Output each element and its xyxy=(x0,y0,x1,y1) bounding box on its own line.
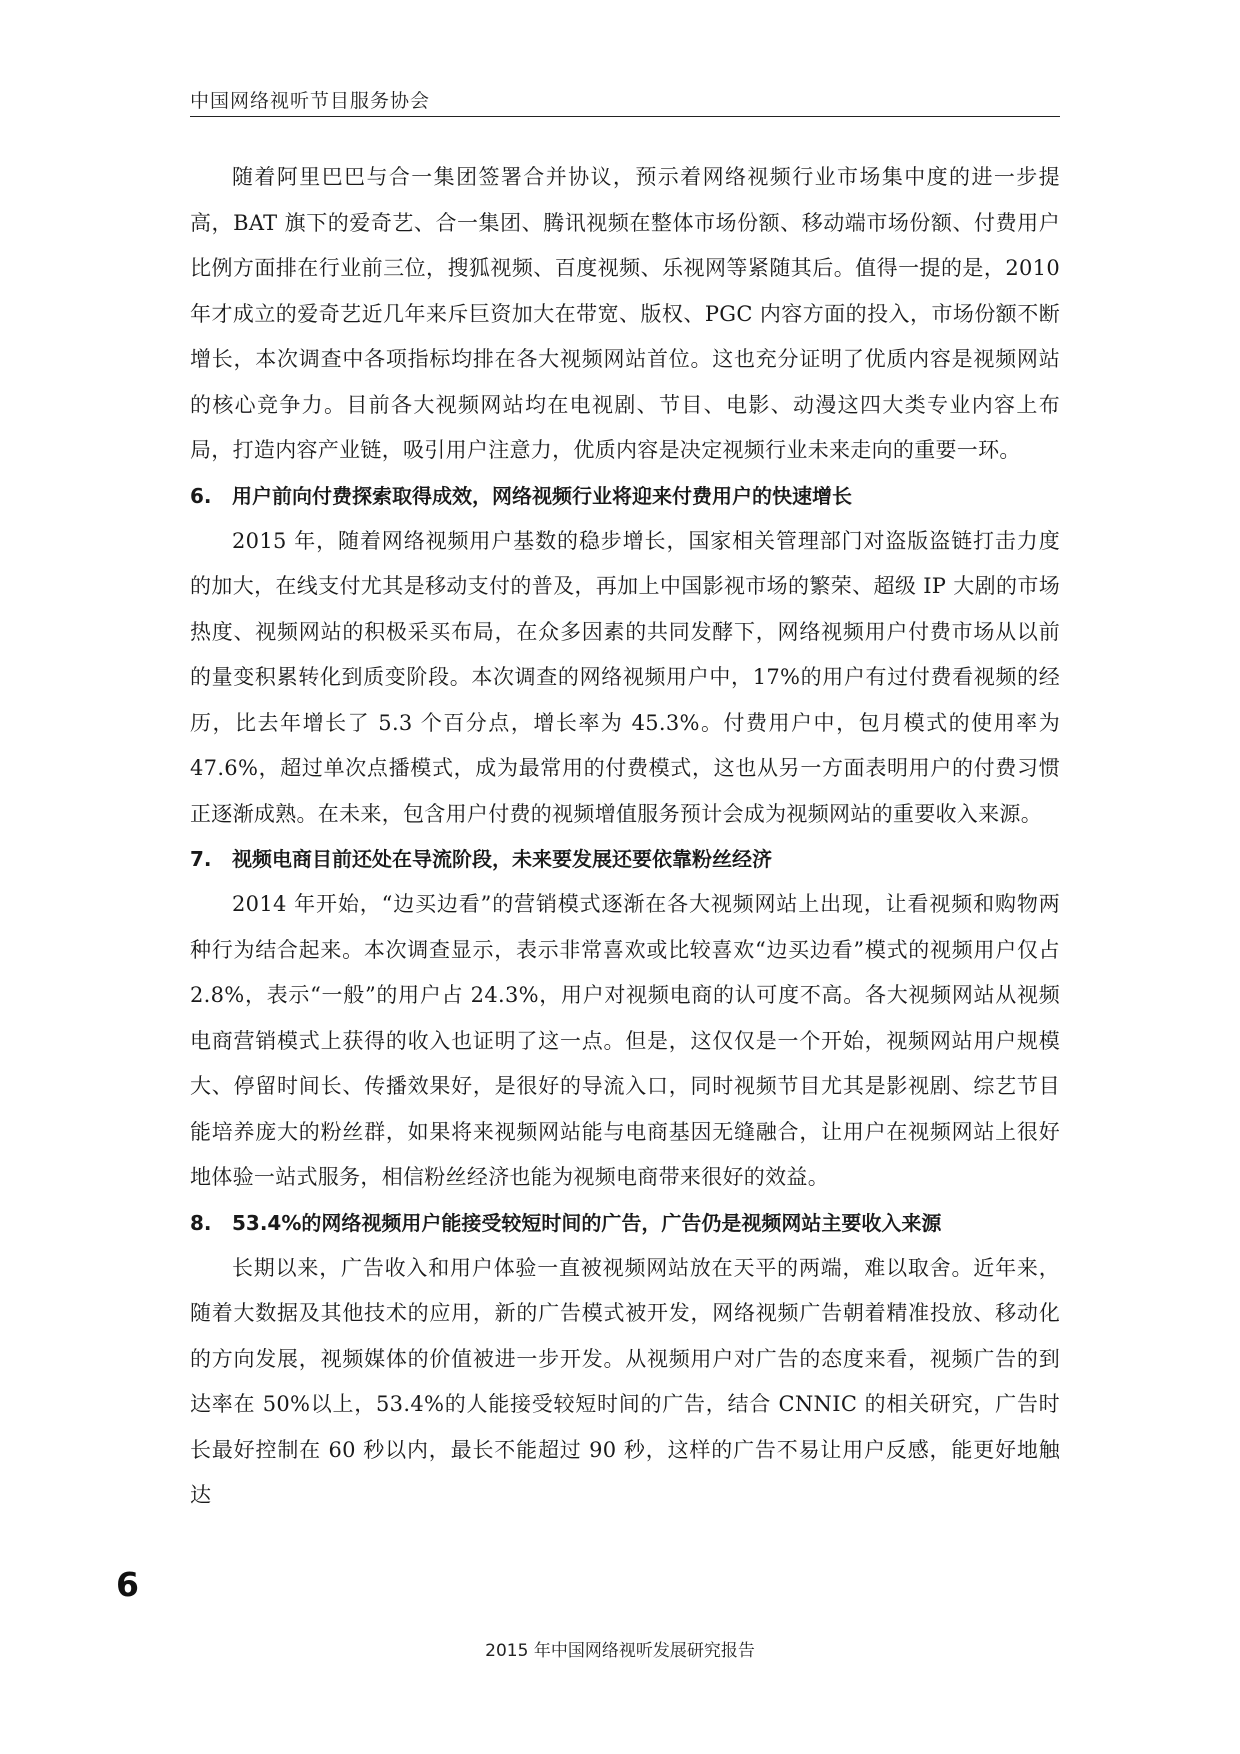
main-content xyxy=(190,155,1060,1519)
paragraph-2: 2015 年，随着网络视频用户基数的稳步增长，国家相关管理部门对盗版盗链打击力度的加大，在线支付尤其是移动支付的普及，再加上中国影视市场的繁荣、超级 IP 大剧的市场热度、视频网站的积极采买布局，在众多因素的共同发酵下，网络视频用户付费市场从以前的量变积累转化到质变阶段。本次调查的网络视频用户中，17%的用户有过付费看视频的经历，比去年增长了 5.3 个百分点，增长率为 45.3%。付费用户中，包月模式的使用率为 47.6%，超过单次点播模式，成为最常用的付费模式，这也从另一方面表明用户的付费习惯正逐渐成熟。在未来，包含用户付费的视频增值服务预计会成为视频网站的重要收入来源。 xyxy=(190,528,1060,826)
section-number-7: 7. xyxy=(190,847,212,871)
page-footer: 2015 年中国网络视听发展研究报告 xyxy=(485,1641,755,1661)
section-number-6: 6. xyxy=(190,483,212,508)
section-title-6: 用户前向付费探索取得成效，网络视频行业将迎来付费用户的快速增长 xyxy=(232,483,852,508)
section-title-7: 视频电商目前还处在导流阶段，未来要发展还要依靠粉丝经济 xyxy=(232,847,772,871)
page-number: 6 xyxy=(116,1565,139,1604)
paragraph-1: 随着阿里巴巴与合一集团签署合并协议，预示着网络视频行业市场集中度的进一步提高，BAT 旗下的爱奇艺、合一集团、腾讯视频在整体市场份额、移动端市场份额、付费用户比例方面排在行业前三位，搜狐视频、百度视频、乐视网等紧随其后。值得一提的是，2010年才成立的爱奇艺近几年来斥巨资加大在带宽、版权、PGC 内容方面的投入，市场份额不断增长，本次调查中各项指标均排在各大视频网站首位。这也充分证明了优质内容是视频网站的核心竞争力。目前各大视频网站均在电视剧、节目、电影、动漫这四大类专业内容上布局，打造内容产业链，吸引用户注意力，优质内容是决定视频行业未来走向的重要一环。 xyxy=(190,165,1060,462)
paragraph-3: 2014 年开始，“边买边看”的营销模式逐渐在各大视频网站上出现，让看视频和购物两种行为结合起来。本次调查显示，表示非常喜欢或比较喜欢“边买边看”模式的视频用户仅占 2.8%，表示“一般”的用户占 24.3%，用户对视频电商的认可度不高。各大视频网站从视频电商营销模式上获得的收入也证明了这一点。但是，这仅仅是一个开始，视频网站用户规模大、停留时间长、传播效果好，是很好的导流入口，同时视频节目尤其是影视剧、综艺节目能培养庞大的粉丝群，如果将来视频网站能与电商基因无缝融合，让用户在视频网站上很好地体验一站式服务，相信粉丝经济也能为视频电商带来很好的效益。 xyxy=(190,892,1060,1189)
section-heading-7 xyxy=(190,837,1060,882)
page-header xyxy=(190,82,1060,117)
section-number-8: 8. xyxy=(190,1210,212,1235)
section-title-8: 53.4%的网络视频用户能接受较短时间的广告，广告仍是视频网站主要收入来源 xyxy=(232,1210,942,1235)
paragraph-4: 长期以来，广告收入和用户体验一直被视频网站放在天平的两端，难以取舍。近年来，随着大数据及其他技术的应用，新的广告模式被开发，网络视频广告朝着精准投放、移动化的方向发展，视频媒体的价值被进一步开发。从视频用户对广告的态度来看，视频广告的到达率在 50%以上，53.4%的人能接受较短时间的广告，结合 CNNIC 的相关研究，广告时长最好控制在 60 秒以内，最长不能超过 90 秒，这样的广告不易让用户反感，能更好地触达 xyxy=(190,1255,1060,1507)
section-heading-6 xyxy=(190,474,1060,519)
section-heading-8 xyxy=(190,1201,1060,1246)
header-title: 中国网络视听节目服务协会 xyxy=(190,90,431,112)
